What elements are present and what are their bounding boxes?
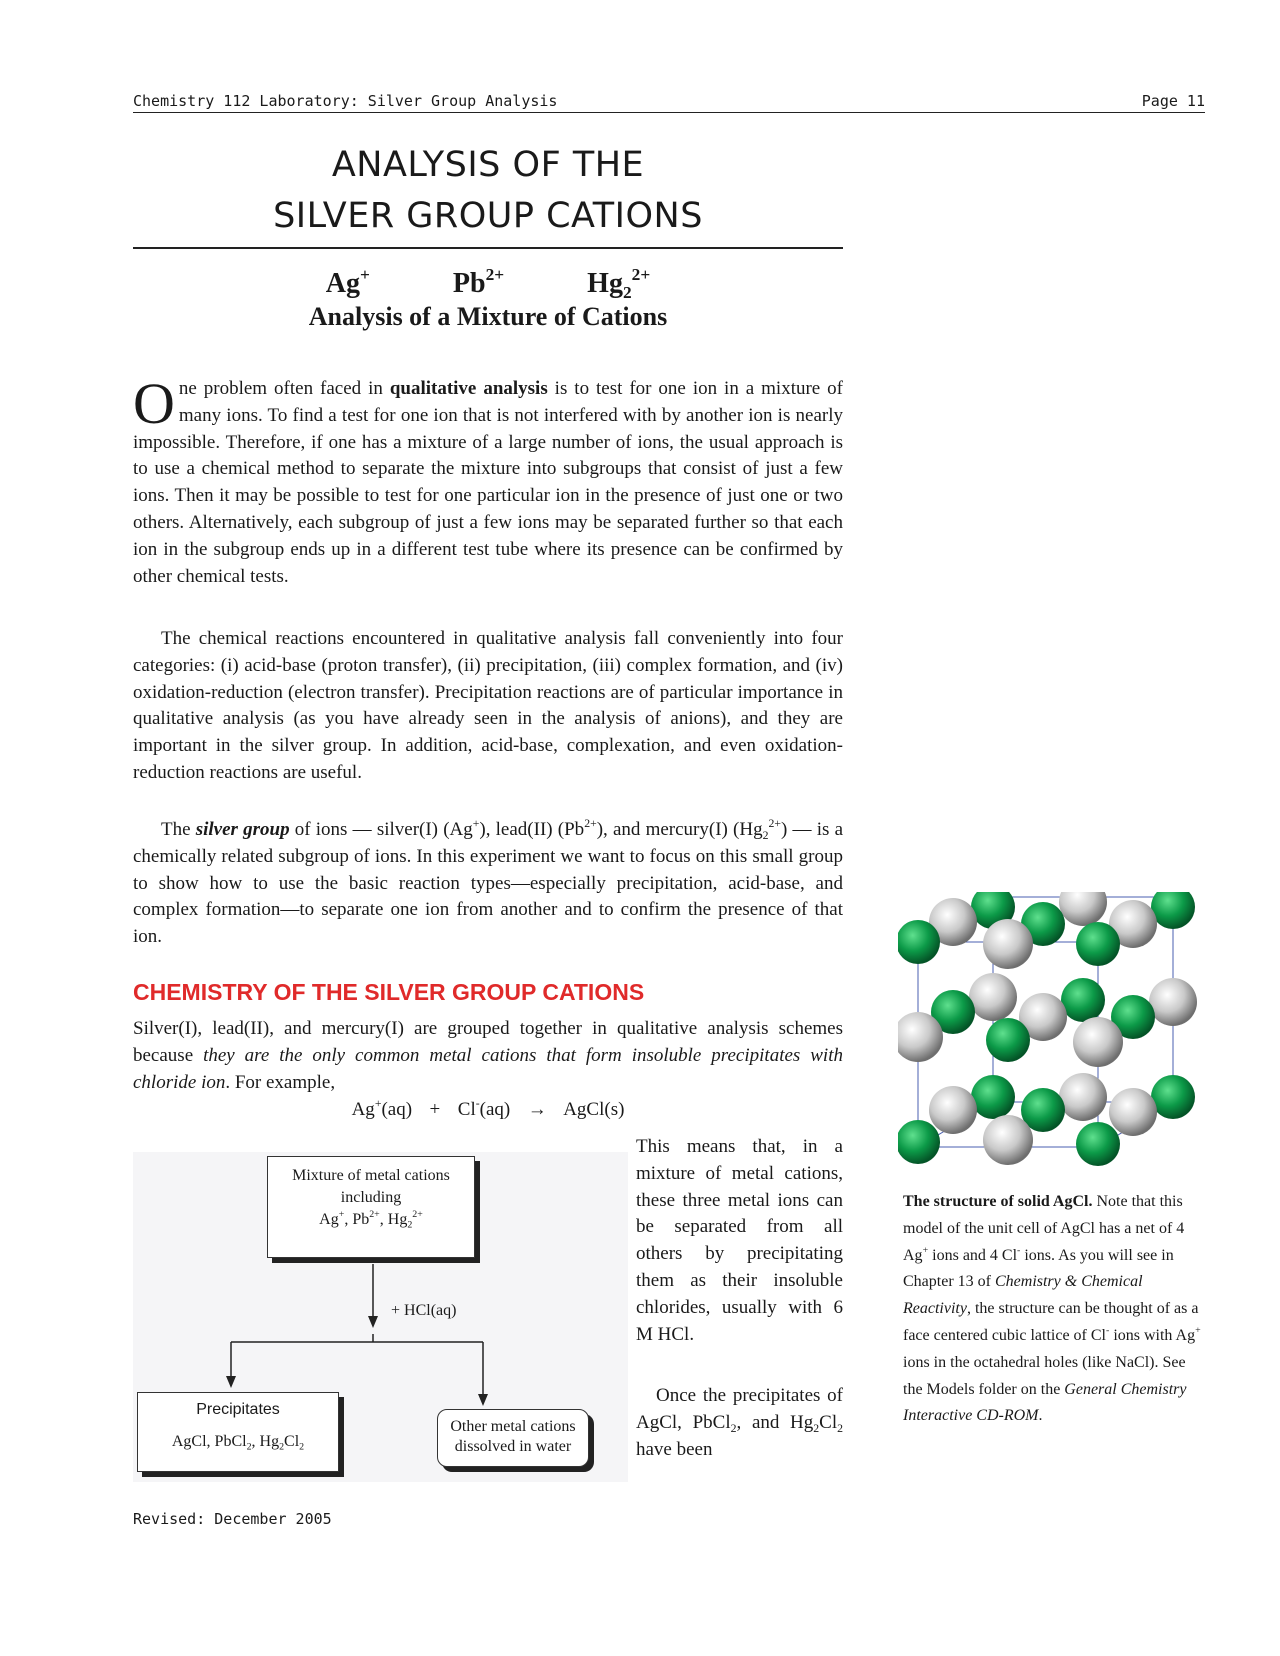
agcl-crystal-model — [898, 892, 1208, 1182]
header-title: Chemistry 112 Laboratory: Silver Group Analysis — [133, 92, 558, 110]
lead-ion: $Pb^{2+}$ — [452, 264, 505, 299]
side-paragraph-2: Once the precipitates of AgCl, PbCl$_2$, and $Hg_2Cl_2$ have been — [636, 1385, 843, 1460]
page-number: Page 11 — [1141, 92, 1205, 110]
mercury-ion: $Hg_2^{2+}$ — [587, 264, 651, 303]
figure-caption: The structure of solid AgCl. Note that this model of the unit cell of AgCl has a net of 4 Ag+ ions and 4 Cl- ions. As you will see in Chapter 13 of Chemistry & Chemical Reactivity, the structure can be thought of as a face centered cubic lattice of Cl- ions with Ag+ ions in the octahedral holes (like NaCl). See the Models folder on the General Chemistry Interactive CD-ROM. — [903, 1193, 1201, 1425]
silver-ion: Ag+ — [325, 264, 370, 299]
document-title — [133, 140, 843, 242]
intro-paragraph-1: One problem often faced in qualitative analysis is to test for one ion in a mixture of many ions. To find a test for one ion that is not interfered with by another ion is nearly impossible. Therefore, if one has a mixture of a large number of ions, the usual approach is to use a chemical method to separate the mixture into subgroups that consist of just a few ions. Then it may be possible to test for one particular ion in the presence of just one or two others. Alternatively, each subgroup of just a few ions may be separated further so that each ion in the subgroup ends up in a different test tube where its presence can be confirmed by other chemical tests. — [133, 371, 843, 587]
title-line-2: SILVER GROUP CATIONS — [273, 196, 703, 236]
ion-spheres — [898, 892, 1197, 1166]
mixture-box: Mixture of metal cations including Ag+, $Pb^{2+}$, $Hg_2^{2+}$ — [267, 1156, 475, 1258]
subtitle: Analysis of a Mixture of Cations — [308, 302, 668, 331]
revision-footer: Revised: December 2005 — [133, 1510, 332, 1528]
intro-paragraph-2: The chemical reactions encountered in qualitative analysis fall conveniently into four categories: (i) acid-base (proton transfer), (ii) precipitation, (iii) complex formation, and (iv) oxidation-reduction (electron transfer). Precipitation reactions are of particular importance in qualitative analysis (as you have already seen in the analysis of anions), and they are important in the silver group. In addition, acid-base, complexation, and even oxidation-reduction reactions are useful. — [133, 628, 843, 783]
precipitation-equation: Ag+(aq) + Cl-(aq) → AgCl(s) — [351, 1096, 625, 1120]
separation-flowchart — [133, 1152, 628, 1482]
intro-paragraph-3: The silver group of ions — silver(I) (Ag+), lead(II) $(Pb^{2+})$, and mercury(I) $(Hg_2^{2+})$ — is a chemically related subgroup of ions. In this experiment we want to focus on this small group to show how to use the basic reaction types—especially precipitation, acid-base, and complex formation—to separate one ion from another and to confirm the presence of that ion. — [133, 816, 844, 948]
ion-list — [133, 264, 843, 303]
section-heading: CHEMISTRY OF THE SILVER GROUP CATIONS — [133, 979, 645, 1005]
other-cations-box: Other metal cations dissolved in water — [437, 1409, 589, 1467]
running-header — [133, 92, 1205, 113]
title-line-1: ANALYSIS OF THE — [331, 145, 645, 185]
precipitates-box: Precipitates AgCl, PbCl$_2$, $Hg_2Cl_2$ — [137, 1392, 339, 1472]
reagent-label: + HCl(aq) — [391, 1302, 457, 1319]
side-paragraph-1: This means that, in a mixture of metal cations, these three metal ions can be separated from all others by precipitating them as their insoluble chlorides, usually with 6 M HCl. — [636, 1136, 843, 1345]
section-paragraph: Silver(I), lead(II), and mercury(I) are grouped together in qualitative analysis schemes because they are the only common metal cations that form insoluble precipitates with chloride ion. For example, — [133, 1018, 843, 1093]
drop-cap: O — [133, 371, 175, 436]
title-rule — [133, 247, 843, 249]
